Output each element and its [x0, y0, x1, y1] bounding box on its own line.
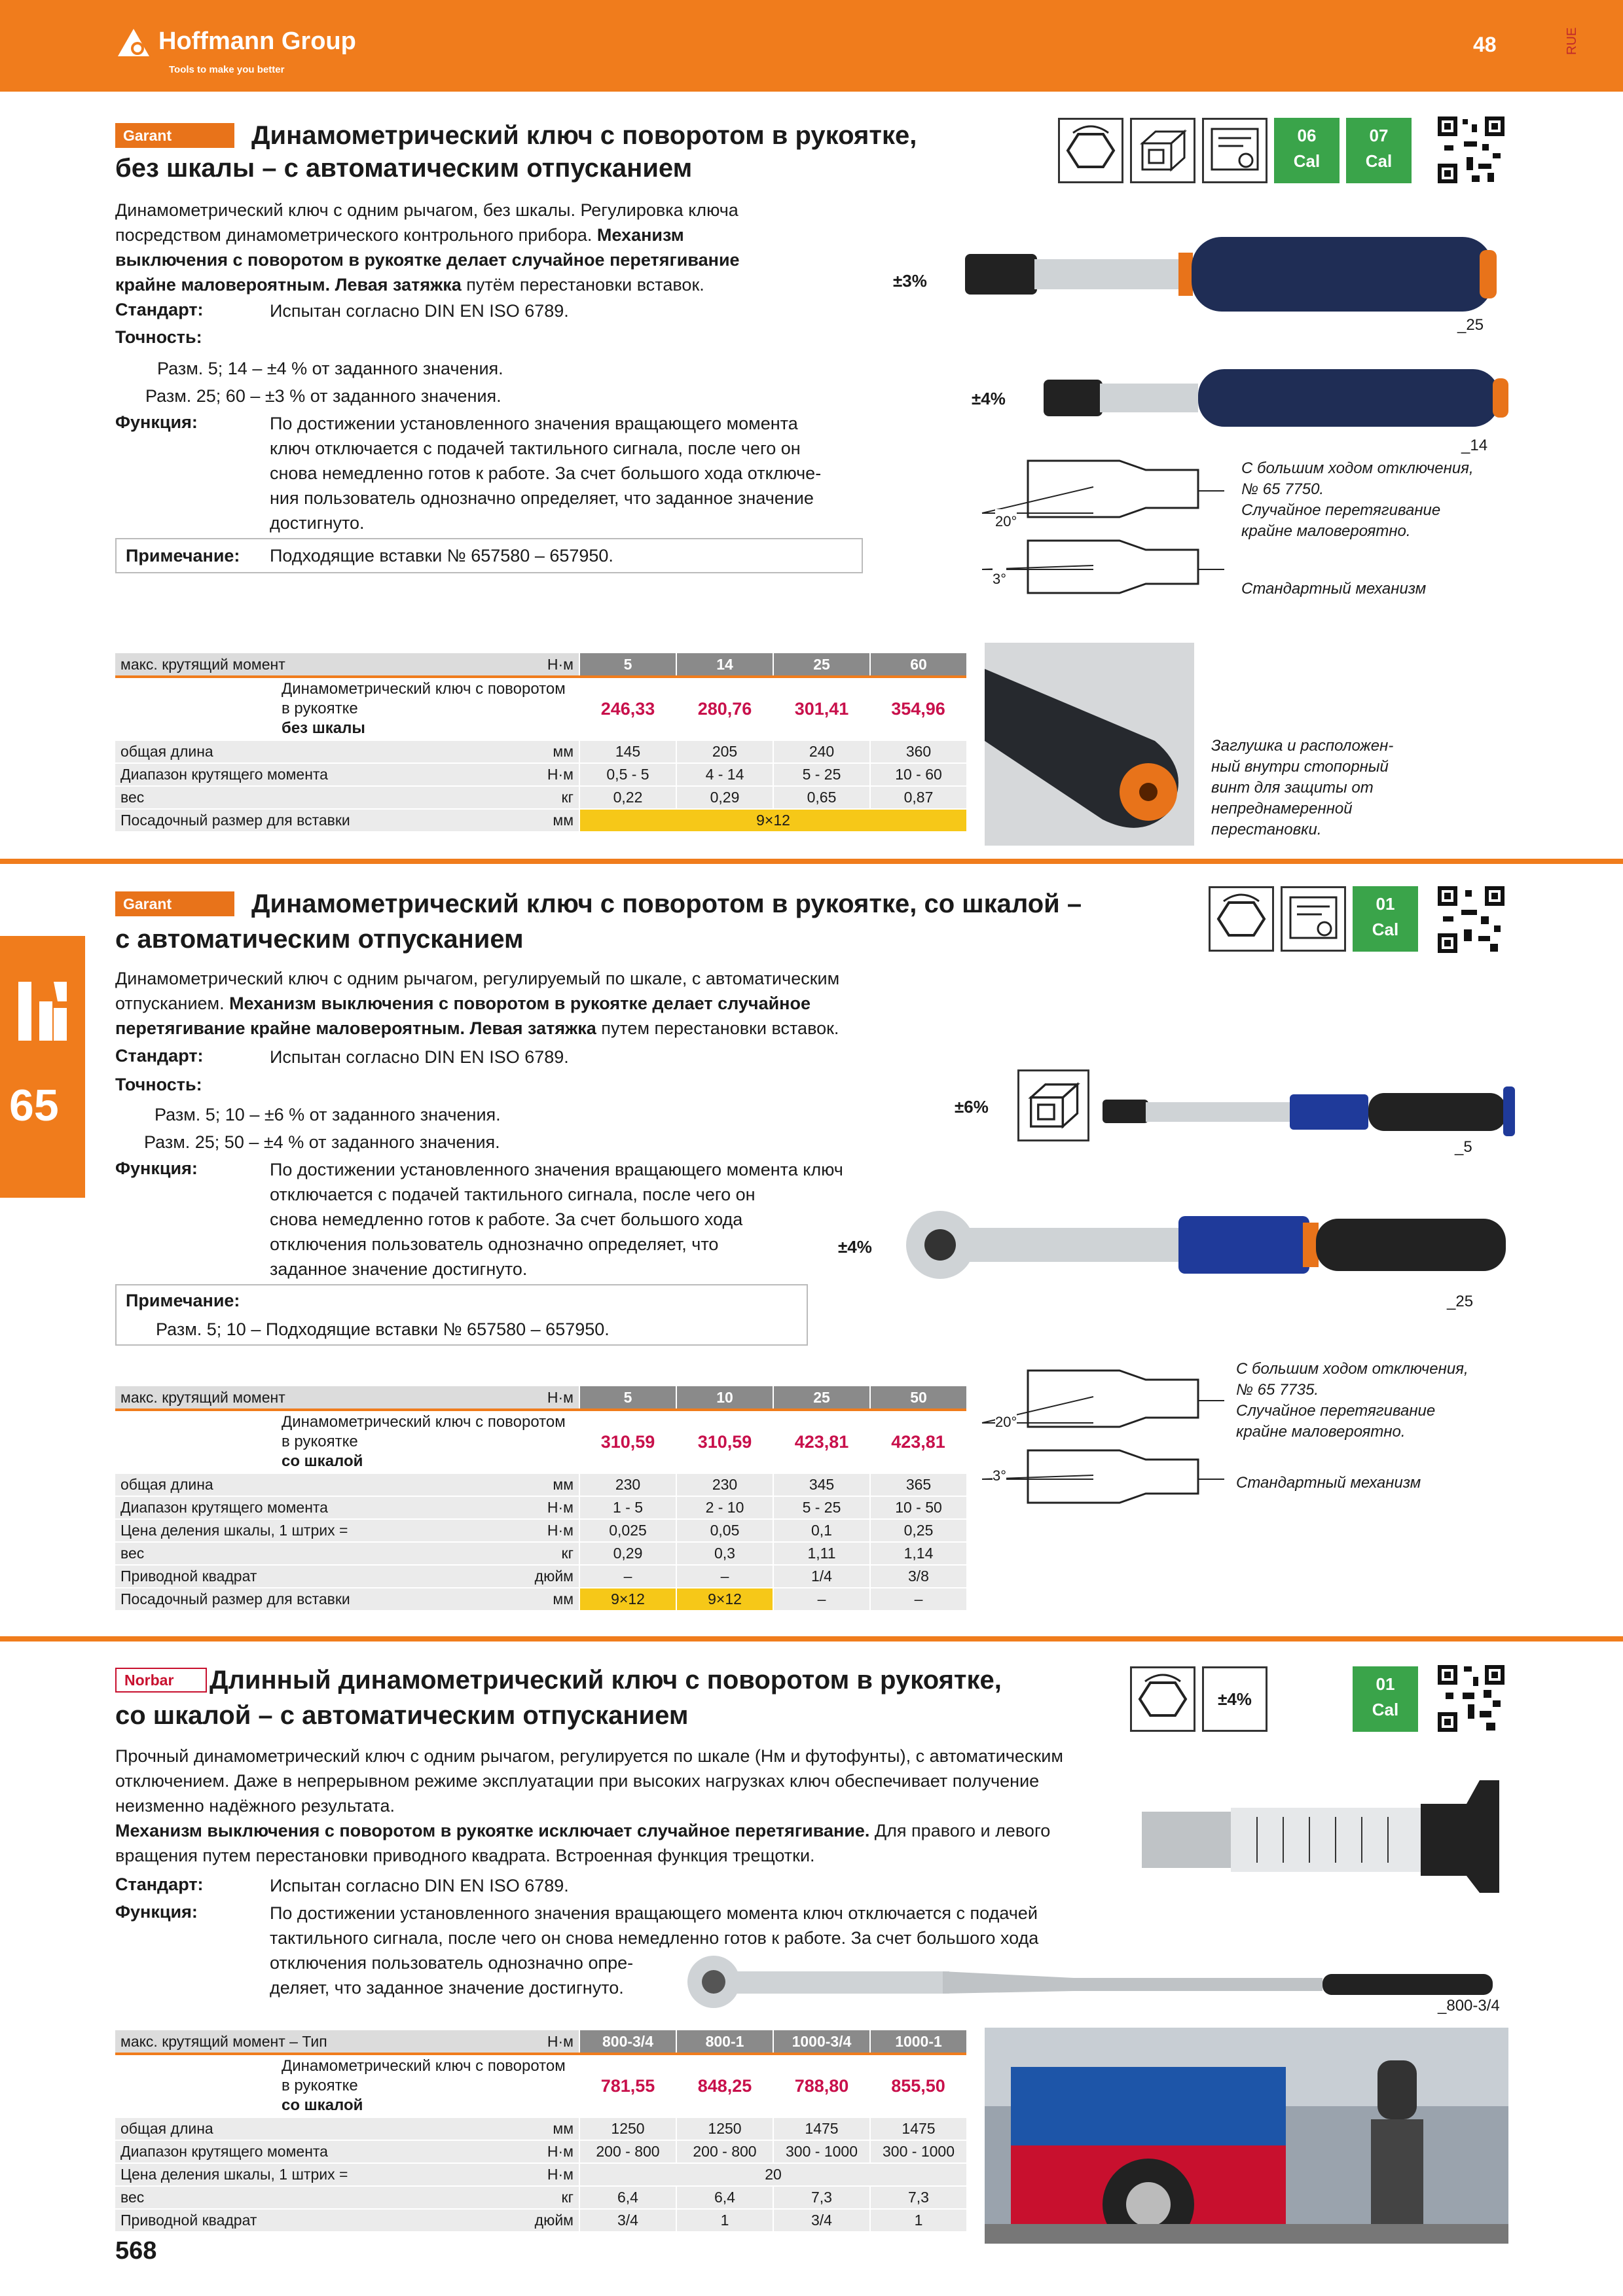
- function-text: [270, 411, 821, 535]
- row-label: Приводной квадрат: [115, 2209, 529, 2232]
- hoffmann-logo[interactable]: [115, 24, 403, 82]
- cell: 9×12: [676, 1588, 773, 1611]
- note-label: Примечание:: [126, 546, 240, 565]
- function-line: заданное значение достигнуто.: [270, 1259, 528, 1279]
- diagram-caption-1: [1241, 458, 1474, 542]
- cell: 1475: [773, 2117, 870, 2140]
- ratchet-mechanism-icon: [1130, 1666, 1195, 1732]
- desc-line: неизменно надёжного результата.: [115, 1796, 395, 1816]
- function-line: деляет, что заданное значение достигнуто.: [270, 1978, 624, 1998]
- section1-title-2: без шкалы – с автоматическим отпусканием: [115, 154, 693, 183]
- row-unit: мм: [529, 1473, 579, 1496]
- section-separator: [0, 859, 1623, 864]
- section-separator: [0, 1636, 1623, 1641]
- article-number[interactable]: [115, 2054, 276, 2117]
- section2-description: [115, 966, 839, 1041]
- wrench-chapter-icon: [14, 975, 71, 1047]
- cell: 10 - 60: [870, 763, 966, 786]
- cell: –: [773, 1588, 870, 1611]
- article-number[interactable]: [115, 1410, 276, 1473]
- cell: 1475: [870, 2117, 966, 2140]
- table-row: [115, 1542, 966, 1565]
- desc-line: со шкалой: [282, 1452, 363, 1470]
- row-label: Посадочный размер для вставки: [115, 809, 529, 832]
- row-unit: кг: [529, 786, 579, 809]
- desc-bold: Механизм выключения с поворотом в рукоятке исключает случайное перетягивание.: [115, 1821, 870, 1840]
- desc-line: Динамометрический ключ с поворотом: [282, 1413, 566, 1431]
- tool-accuracy-1: ±3%: [893, 271, 927, 291]
- cell: 1250: [676, 2117, 773, 2140]
- desc-text: путем перестановки вставок.: [596, 1018, 839, 1038]
- function-line: снова немедленно готов к работе. За счет большого хода отключе-: [270, 463, 822, 483]
- desc-line: в рукоятке: [282, 2077, 358, 2094]
- cell: 0,3: [676, 1542, 773, 1565]
- cell: 9×12: [579, 1588, 676, 1611]
- accuracy-line-1: Разм. 5; 14 – ±4 % от заданного значения.: [157, 359, 503, 378]
- row-unit: дюйм: [529, 2209, 579, 2232]
- cell: 1250: [579, 2117, 676, 2140]
- diagram-caption-2: Стандартный механизм: [1236, 1474, 1421, 1492]
- header-unit: Н·м: [529, 653, 579, 677]
- article-prefix: 66F: [124, 2077, 139, 2100]
- cell: 9×12: [579, 809, 966, 832]
- function-label: Функция:: [115, 1158, 198, 1178]
- cell: 3/4: [579, 2209, 676, 2232]
- photo-caption: [1211, 736, 1393, 840]
- article-prefix: 61E: [124, 1433, 139, 1456]
- cell: 0,25: [870, 1519, 966, 1542]
- calibration-badge-07: [1346, 118, 1412, 183]
- accuracy-label: Точность:: [115, 327, 202, 347]
- function-line: достигнуто.: [270, 513, 365, 533]
- section3-description: [115, 1744, 1063, 1868]
- tool-size-1: _5: [1455, 1138, 1472, 1156]
- standard-value: Испытан согласно DIN EN ISO 6789.: [270, 301, 569, 321]
- chapter-tab: [0, 936, 85, 1198]
- function-label: Функция:: [115, 1902, 198, 1922]
- row-unit: Н·м: [529, 2163, 579, 2186]
- truck-wheel-photo: [985, 2028, 1508, 2244]
- desc-line: Динамометрический ключ с поворотом: [282, 2057, 566, 2075]
- cal-label: Cal: [1372, 920, 1399, 939]
- accuracy-label: Точность:: [115, 1075, 202, 1094]
- cell: 7,3: [870, 2186, 966, 2209]
- desc-text: путём перестановки вставок.: [461, 275, 704, 295]
- accuracy-line-2: Разм. 25; 50 – ±4 % от заданного значения.: [144, 1132, 500, 1152]
- price[interactable]: 855,50: [870, 2054, 966, 2117]
- ratchet-mechanism-icon: [1209, 886, 1274, 952]
- cal-label: Cal: [1365, 151, 1393, 171]
- cal-label: Cal: [1293, 151, 1321, 171]
- cell: 5 - 25: [773, 1496, 870, 1519]
- section3-title-1: Длинный динамометрический ключ с поворотом в рукоятке,: [210, 1666, 1002, 1695]
- cell: 230: [676, 1473, 773, 1496]
- cell: –: [676, 1565, 773, 1588]
- caption-line: перестановки.: [1211, 821, 1322, 838]
- cell: 1 - 5: [579, 1496, 676, 1519]
- row-label: Диапазон крутящего момента: [115, 2140, 529, 2163]
- accuracy-line-2: Разм. 25; 60 – ±3 % от заданного значения.: [145, 386, 501, 406]
- cal-number: 01: [1376, 894, 1395, 914]
- article-number[interactable]: [115, 677, 276, 740]
- column-head: 5: [579, 653, 676, 677]
- table-row: [115, 786, 966, 809]
- cell: 0,5 - 5: [579, 763, 676, 786]
- caption-line: винт для защиты от: [1211, 779, 1374, 797]
- table-row: [115, 2186, 966, 2209]
- cell: 360: [870, 740, 966, 763]
- price[interactable]: 310,59: [676, 1410, 773, 1473]
- certificate-icon: [1202, 118, 1267, 183]
- table-header-row: [115, 653, 966, 677]
- tool-accuracy-2: ±4%: [972, 389, 1006, 408]
- tool-size-1: _25: [1457, 316, 1484, 334]
- cell: 205: [676, 740, 773, 763]
- column-head: 60: [870, 653, 966, 677]
- desc-line: в рукоятке: [282, 1433, 358, 1450]
- diagram-angle-1: 20°: [995, 509, 1017, 534]
- price[interactable]: 848,25: [676, 2054, 773, 2117]
- row-label: Диапазон крутящего момента: [115, 763, 529, 786]
- release-mechanism-diagram: [976, 1368, 1224, 1518]
- function-text: [270, 1157, 843, 1282]
- table-row: [115, 2117, 966, 2140]
- row-label: общая длина: [115, 2117, 529, 2140]
- standard-label: Стандарт:: [115, 1874, 204, 1894]
- row-label: Приводной квадрат: [115, 1565, 529, 1588]
- note-value: Разм. 5; 10 – Подходящие вставки № 657580 – 657950.: [156, 1319, 610, 1339]
- qr-code-icon[interactable]: [1435, 114, 1507, 186]
- row-unit: Н·м: [529, 2140, 579, 2163]
- tool-size-2: _14: [1461, 437, 1488, 454]
- price[interactable]: 301,41: [773, 677, 870, 740]
- header-label: макс. крутящий момент – Тип: [115, 2030, 529, 2054]
- long-torque-wrench-image: [681, 1952, 1506, 2024]
- torque-wrench-25-image: [962, 230, 1499, 315]
- cell: 1,11: [773, 1542, 870, 1565]
- section2-title-2: с автоматическим отпусканием: [115, 925, 524, 954]
- product-row[interactable]: [115, 677, 966, 740]
- diagram-caption-1: [1236, 1359, 1468, 1443]
- diagram-angle-1: 20°: [995, 1410, 1017, 1435]
- cell: –: [870, 1588, 966, 1611]
- article-prefix: 61E: [124, 700, 139, 723]
- accuracy-line-1: Разм. 5; 10 – ±6 % от заданного значения.: [155, 1105, 501, 1124]
- cell: 4 - 14: [676, 763, 773, 786]
- cal-number: 07: [1369, 126, 1389, 145]
- caption-line: Случайное перетягивание: [1241, 501, 1441, 519]
- cell: 200 - 800: [579, 2140, 676, 2163]
- desc-line: Прочный динамометрический ключ с одним рычагом, регулируется по шкале (Нм и футофунты), с автоматическим: [115, 1746, 1063, 1766]
- caption-line: № 65 7735.: [1236, 1381, 1319, 1399]
- cell: 6,4: [579, 2186, 676, 2209]
- cell: 3/8: [870, 1565, 966, 1588]
- ratchet-mechanism-icon: [1058, 118, 1123, 183]
- desc-bold: Механизм выключения с поворотом в рукоятке делает случайное: [229, 994, 811, 1013]
- row-label: Посадочный размер для вставки: [115, 1588, 529, 1611]
- tool-accuracy-2: ±4%: [838, 1237, 872, 1257]
- norbar-brand-badge: Norbar: [115, 1668, 207, 1693]
- cell: 0,025: [579, 1519, 676, 1542]
- cell: 1: [676, 2209, 773, 2232]
- function-line: отключается с подачей тактильного сигнала, после чего он: [270, 1185, 756, 1204]
- row-unit: Н·м: [529, 1496, 579, 1519]
- function-line: отключения пользователь однозначно опре-: [270, 1953, 634, 1973]
- row-unit: мм: [529, 740, 579, 763]
- cell: 230: [579, 1473, 676, 1496]
- desc-line: в рукоятке: [282, 700, 358, 717]
- cell: 0,29: [676, 786, 773, 809]
- cell: 0,29: [579, 1542, 676, 1565]
- cal-label: Cal: [1372, 1700, 1399, 1719]
- cell: 3/4: [773, 2209, 870, 2232]
- desc-bold: Механизм: [596, 225, 684, 245]
- note-value: Подходящие вставки № 657580 – 657950.: [270, 546, 613, 565]
- row-label: общая длина: [115, 740, 529, 763]
- caption-line: крайне маловероятно.: [1241, 522, 1411, 540]
- desc-line: со шкалой: [282, 2096, 363, 2114]
- function-line: отключения пользователь однозначно определяет, что: [270, 1234, 719, 1254]
- caption-line: № 65 7750.: [1241, 480, 1324, 498]
- desc-bold: крайне маловероятным. Левая затяжка: [115, 275, 462, 295]
- function-label: Функция:: [115, 412, 198, 432]
- cell: 5 - 25: [773, 763, 870, 786]
- tool-size: _800-3/4: [1438, 1997, 1500, 2015]
- column-head: 10: [676, 1386, 773, 1410]
- standard-label: Стандарт:: [115, 1046, 204, 1066]
- table-row: [115, 740, 966, 763]
- desc-bold: перетягивание крайне маловероятным. Левая затяжка: [115, 1018, 596, 1038]
- diagram-caption-2: Стандартный механизм: [1241, 580, 1427, 598]
- cal-number: 01: [1376, 1674, 1395, 1694]
- row-label: вес: [115, 1542, 529, 1565]
- cell: 0,05: [676, 1519, 773, 1542]
- column-head: 14: [676, 653, 773, 677]
- product-row[interactable]: [115, 1410, 966, 1473]
- cell: 365: [870, 1473, 966, 1496]
- calibration-badge-06: [1274, 118, 1340, 183]
- article-code: 65 7750: [147, 692, 257, 726]
- cell: 300 - 1000: [870, 2140, 966, 2163]
- cell: 0,22: [579, 786, 676, 809]
- cell: 7,3: [773, 2186, 870, 2209]
- section1-description: [115, 198, 740, 297]
- section3-spec-table: [115, 2030, 966, 2233]
- torque-wrench-25-scale-image: [903, 1199, 1519, 1291]
- caption-line: С большим ходом отключения,: [1236, 1360, 1468, 1378]
- price[interactable]: 781,55: [579, 2054, 676, 2117]
- row-label: Цена деления шкалы, 1 штрих =: [115, 1519, 529, 1542]
- desc-line: Динамометрический ключ с одним рычагом, без шкалы. Регулировка ключа: [115, 200, 739, 220]
- table-row: [115, 1473, 966, 1496]
- caption-line: крайне маловероятно.: [1236, 1423, 1406, 1441]
- function-line: ния пользователь однозначно определяет, что заданное значение: [270, 488, 814, 508]
- square-drive-icon: [1130, 118, 1195, 183]
- row-unit: кг: [529, 1542, 579, 1565]
- qr-code-icon[interactable]: [1435, 884, 1507, 956]
- accuracy-badge: [1202, 1666, 1267, 1732]
- garant-brand-badge: Garant: [115, 891, 234, 916]
- column-head: 5: [579, 1386, 676, 1410]
- desc-line: без шкалы: [282, 719, 365, 737]
- desc-line: Динамометрический ключ с поворотом: [282, 680, 566, 698]
- header-label: макс. крутящий момент: [115, 1386, 529, 1410]
- cell: 6,4: [676, 2186, 773, 2209]
- header-unit: Н·м: [529, 1386, 579, 1410]
- function-line: По достижении установленного значения вращающего момента ключ отключается с подачей: [270, 1903, 1038, 1923]
- column-head: 25: [773, 1386, 870, 1410]
- square-drive-icon: [1017, 1069, 1089, 1141]
- calibration-badge-01: [1353, 886, 1418, 952]
- article-code: 65 7735: [147, 1425, 257, 1459]
- cell: 240: [773, 740, 870, 763]
- row-unit: дюйм: [529, 1565, 579, 1588]
- cell: 145: [579, 740, 676, 763]
- scale-handle-closeup-image: [1139, 1778, 1506, 1895]
- function-line: По достижении установленного значения вращающего момента: [270, 414, 798, 433]
- cell: 1,14: [870, 1542, 966, 1565]
- cell: 345: [773, 1473, 870, 1496]
- table-row: [115, 1519, 966, 1542]
- cell: 0,65: [773, 786, 870, 809]
- tool-size-2: _25: [1447, 1293, 1474, 1310]
- handle-closeup-photo: [985, 643, 1194, 846]
- price[interactable]: 423,81: [773, 1410, 870, 1473]
- tool-accuracy-1: ±6%: [955, 1097, 989, 1117]
- price[interactable]: 310,59: [579, 1410, 676, 1473]
- section3-title-2: со шкалой – с автоматическим отпусканием: [115, 1701, 689, 1730]
- cell: 1/4: [773, 1565, 870, 1588]
- cell: –: [579, 1565, 676, 1588]
- column-head: 1000-3/4: [773, 2030, 870, 2054]
- column-head: 50: [870, 1386, 966, 1410]
- row-label: вес: [115, 2186, 529, 2209]
- row-unit: Н·м: [529, 1519, 579, 1542]
- cell: 1: [870, 2209, 966, 2232]
- accuracy-value: ±4%: [1218, 1689, 1252, 1709]
- function-line: тактильного сигнала, после чего он снова немедленно готов к работе. За счет большого хода: [270, 1928, 1039, 1948]
- desc-text: посредством динамометрического контрольного прибора.: [115, 225, 597, 245]
- caption-line: Случайное перетягивание: [1236, 1402, 1436, 1420]
- certificate-icon: [1281, 886, 1346, 952]
- caption-line: Заглушка и расположен-: [1211, 737, 1394, 755]
- row-unit: мм: [529, 809, 579, 832]
- note-label: Примечание:: [126, 1291, 240, 1310]
- cell: 200 - 800: [676, 2140, 773, 2163]
- desc-bold: выключения с поворотом в рукоятке делает случайное перетягивание: [115, 250, 740, 270]
- page-number: 568: [115, 2237, 157, 2265]
- table-header-row: [115, 1386, 966, 1410]
- column-head: 800-1: [676, 2030, 773, 2054]
- function-line: ключ отключается с подачей тактильного сигнала, после чего он: [270, 439, 801, 458]
- price[interactable]: 423,81: [870, 1410, 966, 1473]
- price[interactable]: 788,80: [773, 2054, 870, 2117]
- cell: 20: [579, 2163, 966, 2186]
- row-unit: кг: [529, 2186, 579, 2209]
- hoffmann-logo-icon: [115, 26, 153, 59]
- caption-line: непреднамеренной: [1211, 800, 1353, 817]
- row-label: Диапазон крутящего момента: [115, 1496, 529, 1519]
- row-label: общая длина: [115, 1473, 529, 1496]
- product-description: [276, 2054, 579, 2117]
- cell: 300 - 1000: [773, 2140, 870, 2163]
- column-head: 800-3/4: [579, 2030, 676, 2054]
- calibration-badge-01: [1353, 1666, 1418, 1732]
- price[interactable]: 280,76: [676, 677, 773, 740]
- desc-line: Динамометрический ключ с одним рычагом, регулируемый по шкале, с автоматическим: [115, 969, 840, 988]
- section2-spec-table: [115, 1386, 966, 1611]
- row-unit: мм: [529, 1588, 579, 1611]
- row-label: вес: [115, 786, 529, 809]
- garant-brand-badge: Garant: [115, 123, 234, 148]
- desc-line: вращения путем перестановки приводного квадрата. Встроенная функция трещотки.: [115, 1846, 815, 1865]
- row-unit: мм: [529, 2117, 579, 2140]
- desc-text: Для правого и левого: [869, 1821, 1051, 1840]
- price[interactable]: 246,33: [579, 677, 676, 740]
- standard-value: Испытан согласно DIN EN ISO 6789.: [270, 1876, 569, 1895]
- brand-name: Hoffmann Group: [158, 27, 356, 55]
- product-description: [276, 677, 579, 740]
- desc-line: отключением. Даже в непрерывном режиме эксплуатации при высоких нагрузках ключ обеспечивает получение: [115, 1771, 1040, 1791]
- table-row: [115, 2163, 966, 2186]
- table-row: [115, 1565, 966, 1588]
- brand-tagline: Tools to make you better: [169, 64, 285, 75]
- column-head: 25: [773, 653, 870, 677]
- function-line: По достижении установленного значения вращающего момента ключ: [270, 1160, 843, 1179]
- product-row[interactable]: [115, 2054, 966, 2117]
- diagram-angle-2: 3°: [993, 1463, 1006, 1488]
- section1-title-1: Динамометрический ключ с поворотом в рукоятке,: [251, 121, 917, 150]
- table-row: [115, 1588, 966, 1611]
- column-head: 1000-1: [870, 2030, 966, 2054]
- cell: 0,87: [870, 786, 966, 809]
- caption-line: С большим ходом отключения,: [1241, 459, 1474, 477]
- cell: 2 - 10: [676, 1496, 773, 1519]
- header-unit: Н·м: [529, 2030, 579, 2054]
- language-code: RUE: [1565, 27, 1579, 55]
- chapter-number: 65: [9, 1081, 59, 1130]
- standard-value: Испытан согласно DIN EN ISO 6789.: [270, 1047, 569, 1067]
- table-row: [115, 763, 966, 786]
- caption-line: ный внутри стопорный: [1211, 758, 1389, 776]
- desc-text: отпусканием.: [115, 994, 230, 1013]
- catalog-page-number: 48: [1473, 33, 1497, 56]
- table-row: [115, 2140, 966, 2163]
- cal-number: 06: [1297, 126, 1317, 145]
- product-description: [276, 1410, 579, 1473]
- qr-code-icon[interactable]: [1435, 1662, 1507, 1734]
- section2-title-1: Динамометрический ключ с поворотом в рукоятке, со шкалой –: [251, 889, 1082, 918]
- header-label: макс. крутящий момент: [115, 653, 529, 677]
- table-header-row: [115, 2030, 966, 2054]
- cell: 0,1: [773, 1519, 870, 1542]
- function-line: снова немедленно готов к работе. За счет большого хода: [270, 1210, 743, 1229]
- table-row: [115, 2209, 966, 2232]
- cell: 10 - 50: [870, 1496, 966, 1519]
- torque-wrench-14-image: [1041, 361, 1512, 433]
- price[interactable]: 354,96: [870, 677, 966, 740]
- row-label: Цена деления шкалы, 1 штрих =: [115, 2163, 529, 2186]
- table-row: [115, 809, 966, 832]
- article-code: 65 7790: [147, 2069, 256, 2103]
- row-unit: Н·м: [529, 763, 579, 786]
- table-row: [115, 1496, 966, 1519]
- section1-spec-table: [115, 653, 966, 833]
- diagram-angle-2: 3°: [993, 567, 1006, 592]
- standard-label: Стандарт:: [115, 300, 204, 319]
